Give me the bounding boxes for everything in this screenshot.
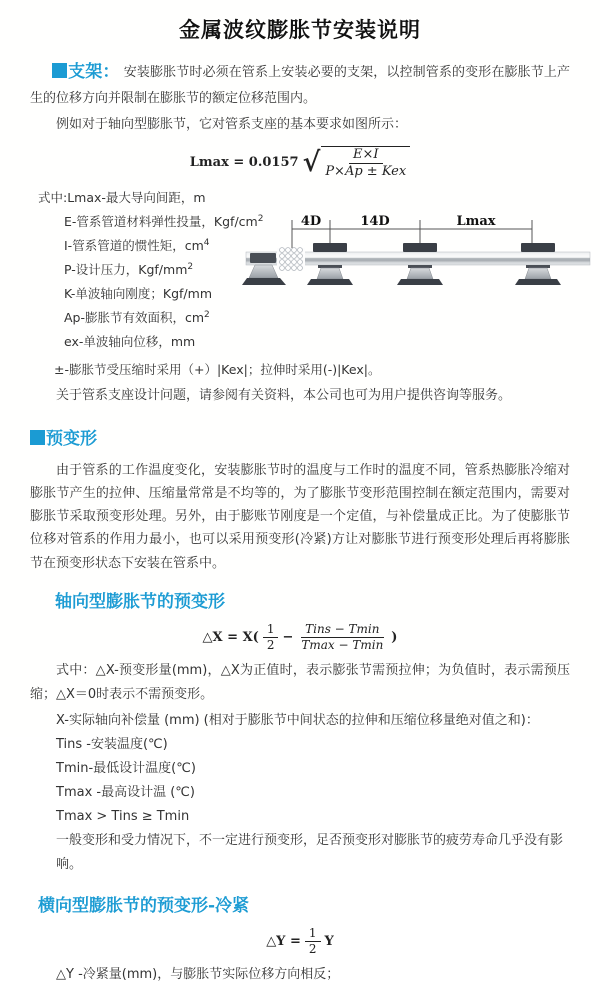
axial-note-tins: Tins -安装温度(℃): [56, 736, 168, 752]
definition-line: ex-单波轴向位移，mm: [64, 334, 196, 350]
blue-square-icon: [52, 63, 67, 78]
axial-note-fatigue: 一般变形和受力情况下，不一定进行预变形，足否预变形对膨胀节的疲劳寿命几乎没有影响。: [56, 832, 564, 873]
temperature-fraction: $\frac{\text{Tins − Tmin}}{Tmax - Tmin}$: [301, 621, 384, 652]
lateral-formula: [30, 926, 570, 957]
one-half-fraction: $\frac{1}{2}$: [305, 926, 321, 957]
definitions-and-diagram: [30, 186, 570, 358]
axial-note-tmax: Tmax -最高设计温 (℃): [56, 784, 195, 800]
bellows-icon: [277, 248, 305, 271]
one-half-fraction: $\frac{1}{2}$: [263, 622, 279, 653]
lmax-formula-lhs: Lmax = 0.0157: [189, 155, 299, 171]
support-section-heading: 支架：: [68, 62, 120, 82]
axial-note-x: X-实际轴向补偿量 (mm) (相对于膨胀节中间状态的拉伸和压缩位移量绝对值之和)：: [56, 712, 539, 728]
axial-note-tmin: Tmin-最低设计温度(℃): [56, 760, 196, 776]
lmax-formula-denominator: P×Ap ± Kex: [325, 163, 407, 179]
axial-note-inequality: Tmax > Tins ≥ Tmin: [56, 808, 190, 824]
predeform-paragraph: 由于管系的工作温度变化，安装膨胀节时的温度与工作时的温度不同，管系热膨胀冷缩对膨胀节产生的拉伸、压缩量常常是不均等的，为了膨胀节变形范围控制在额定范围内，需要对膨胀节采取预变形处理。另外，由于膨账节刚度是一个定值，与补偿量成正比。为了使膨胀节位移对管系的作用力最小，也可以采用预变形(冷紧)方让对膨胀节进行预变形处理后再将膨胀节在预变形状态下安装在管系中。: [30, 463, 570, 571]
consult-note: 关于管系支座设计问题，请参阅有关资料，本公司也可为用户提供咨询等服务。: [56, 387, 512, 403]
definition-line: Ap-膨胀节有效面积，$cm^2$: [64, 309, 210, 326]
lateral-predeform-heading: 横向型膨胀节的预变形-冷紧: [38, 896, 250, 917]
definition-line: K-单波轴向刚度；Kgf/mm: [64, 286, 212, 302]
axial-note-definition: 式中：△X-预变形量(mm)，△X为正值时，表示膨张节需预拉伸；为负值时，表示需预压缩；△X＝0时表示不需预变形。: [30, 662, 570, 702]
axial-predeform-heading: 轴向型膨胀节的预变形: [55, 591, 225, 612]
definition-line: 式中:Lmax-最大导向间距，m: [38, 190, 206, 206]
support-example-line: 例如对于轴向型膨胀节，它对管系支座的基本要求如图所示：: [56, 116, 408, 132]
lmax-formula: [30, 146, 570, 181]
dim-label-lmax: Lmax: [456, 214, 496, 230]
dim-label-4d: 4D: [300, 214, 322, 230]
blue-square-icon: [30, 430, 45, 445]
minus-sign: −: [282, 629, 294, 645]
lateral-formula-lhs: △Y =: [266, 934, 301, 950]
dim-label-14d: 14D: [360, 214, 390, 230]
definition-line: P-设计压力，Kgf/$mm^2$: [64, 261, 194, 278]
lateral-formula-tail: Y: [324, 934, 334, 950]
axial-formula: [30, 622, 570, 653]
predeform-section-heading: 预变形: [30, 425, 570, 455]
lateral-note: △Y -冷紧量(mm)，与膨胀节实际位移方向相反；: [56, 967, 340, 983]
sign-convention-note: ±-膨胀节受压缩时采用（+）|Kex|；拉伸时采用(-)|Kex|。: [54, 362, 381, 378]
pipe-support-diagram: [242, 212, 594, 304]
axial-notes: [30, 659, 570, 877]
lmax-formula-numerator: E×I: [349, 147, 383, 164]
page-title: 金属波纹膨胀节安装说明: [179, 18, 421, 42]
lmax-formula-fraction: [321, 146, 410, 181]
definition-line: E-管系管道材料弹性投量，Kgf/$cm^2$: [64, 213, 264, 230]
axial-formula-lhs: △X = X(: [202, 629, 259, 645]
support-section-intro: [30, 58, 570, 111]
support-intro-text: 安装膨胀节时必须在管系上安装必要的支架，以控制管系的变形在膨胀节上产生的位移方向并限制在膨胀节的额定位移范围内。: [30, 65, 570, 106]
close-paren: ): [391, 629, 398, 645]
definition-line: I-管系管道的惯性矩，$cm^4$: [64, 237, 210, 254]
radical-icon: √: [302, 147, 321, 179]
